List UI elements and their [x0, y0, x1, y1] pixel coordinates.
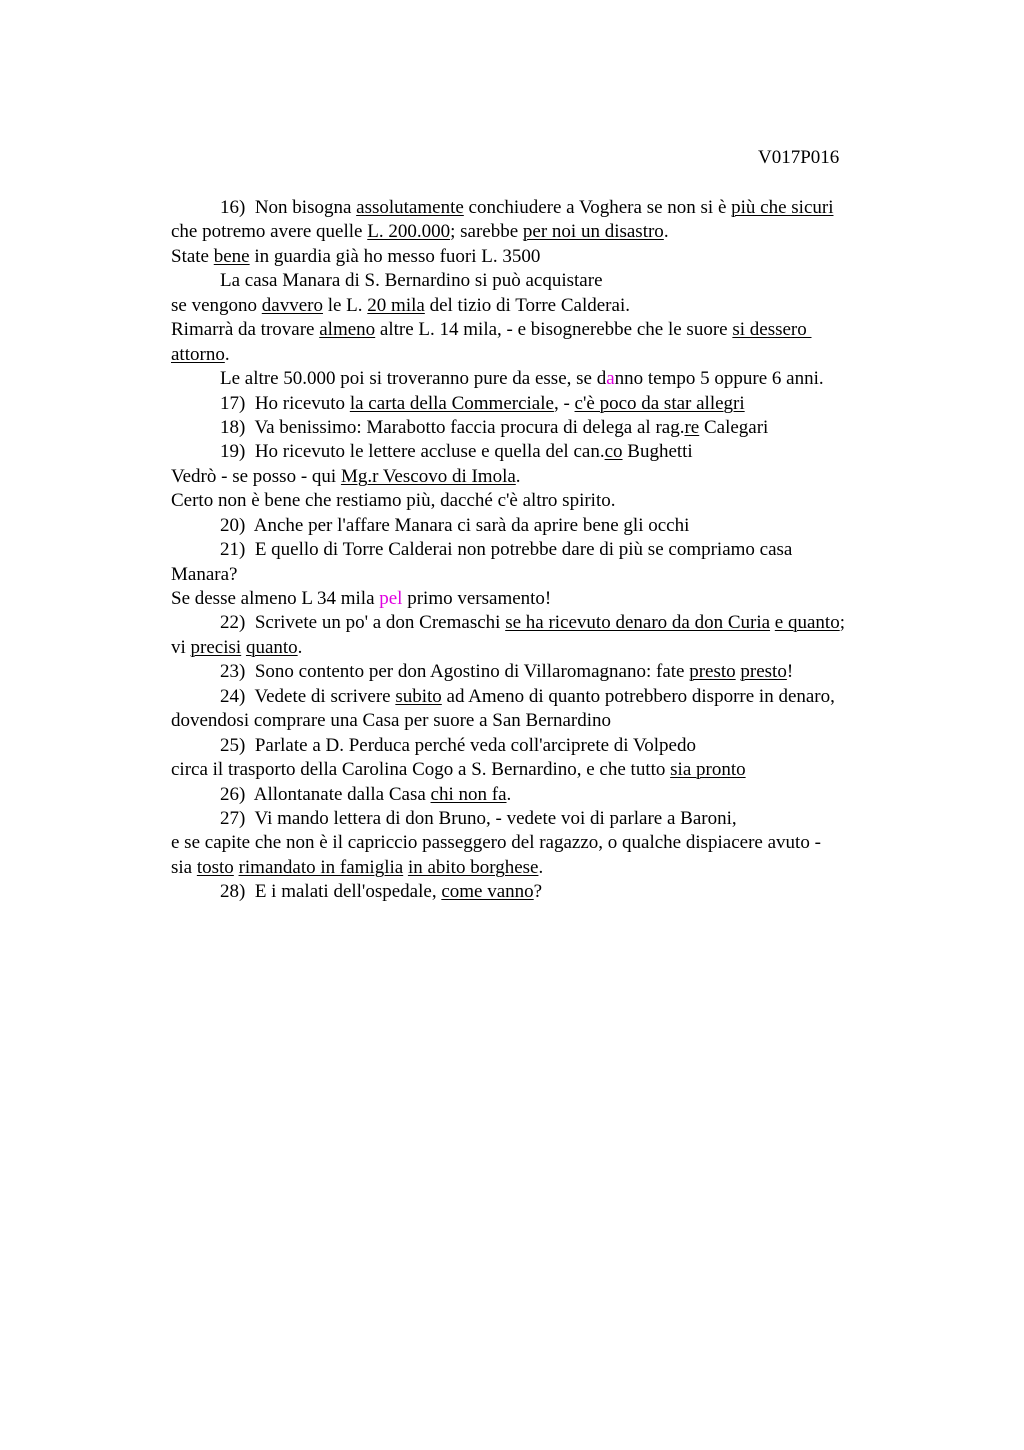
text-segment: che potremo avere quelle — [171, 221, 368, 243]
underlined-text: subito — [395, 685, 442, 707]
text-segment: 26) Allontanate dalla Casa — [220, 783, 431, 805]
text-line — [171, 440, 911, 464]
text-segment: ad Ameno di quanto potrebbero disporre in denaro, — [441, 685, 835, 707]
text-segment: 16) Non bisogna — [220, 197, 357, 218]
underlined-text: co — [604, 441, 623, 463]
underlined-text: in abito borghese — [407, 856, 539, 878]
text-line — [171, 489, 911, 513]
text-segment: . — [506, 783, 512, 805]
text-segment: 28) E i malati dell'ospedale, — [220, 881, 442, 903]
text-segment: La casa Manara di S. Bernardino si può acquistare — [220, 270, 603, 292]
underlined-text: la carta della Commerciale — [349, 392, 554, 414]
text-segment: primo versamento! — [402, 588, 552, 609]
underlined-text: e quanto — [774, 612, 840, 634]
text-segment: le L. — [322, 294, 368, 316]
text-segment: ? — [533, 881, 543, 903]
text-segment: ; sarebbe — [450, 221, 523, 243]
text-line — [171, 269, 911, 293]
text-segment: vi — [171, 636, 191, 658]
text-line — [171, 587, 911, 611]
text-segment: Le altre 50.000 poi si troveranno pure da esse, se d — [220, 368, 607, 390]
text-line — [171, 856, 911, 880]
highlighted-text: pel — [379, 588, 403, 609]
text-segment: Calegari — [699, 416, 769, 438]
text-line — [171, 220, 911, 244]
text-segment: 19) Ho ricevuto le lettere accluse e quella del can. — [220, 441, 605, 463]
text-segment: 17) Ho ricevuto — [220, 392, 350, 414]
text-line — [171, 245, 911, 269]
text-line — [171, 807, 911, 831]
text-line — [171, 514, 911, 538]
text-segment: se vengono — [171, 294, 262, 316]
underlined-text: presto — [740, 661, 787, 683]
underlined-text: chi non fa — [430, 783, 507, 805]
underlined-text: se ha ricevuto denaro da don Curia — [505, 612, 771, 634]
underlined-text: attorno — [171, 343, 225, 365]
text-segment: . — [224, 343, 230, 365]
text-line — [171, 636, 911, 660]
text-segment: Vedrò - se posso - qui — [171, 465, 341, 487]
underlined-text: almeno — [319, 319, 376, 341]
underlined-text: re — [684, 416, 700, 438]
text-line — [171, 392, 911, 416]
text-segment: ; — [839, 612, 845, 634]
text-line — [171, 685, 911, 709]
text-line — [171, 709, 911, 733]
underlined-text: bene — [213, 245, 250, 267]
underlined-text: sia pronto — [670, 759, 746, 781]
text-segment: circa il trasporto della Carolina Cogo a S. Bernardino, e che tutto — [171, 759, 671, 781]
text-segment: . — [663, 221, 669, 243]
text-line — [171, 734, 911, 758]
page-identifier: V017P016 — [758, 147, 840, 168]
underlined-text: 20 mila — [367, 294, 425, 316]
text-segment: del tizio di Torre Calderai. — [424, 294, 630, 316]
text-segment: 18) Va benissimo: Marabotto faccia procura di delega al rag. — [220, 416, 685, 438]
text-line — [171, 831, 911, 855]
text-line — [171, 465, 911, 489]
text-line — [171, 294, 911, 318]
text-line — [171, 563, 911, 587]
text-line — [171, 880, 911, 904]
text-segment: sia — [171, 856, 197, 878]
text-line — [171, 660, 911, 684]
text-segment: nno tempo 5 oppure 6 anni. — [614, 368, 824, 390]
underlined-text: davvero — [261, 294, 323, 316]
text-segment: Manara? — [171, 563, 238, 585]
underlined-text: più che sicuri — [731, 197, 834, 218]
underlined-text: Mg.r Vescovo di Imola — [340, 465, 516, 487]
text-segment: 22) Scrivete un po' a don Cremaschi — [220, 612, 506, 634]
underlined-text: presto — [689, 661, 736, 683]
text-segment: 21) E quello di Torre Calderai non potrebbe dare di più se compriamo casa — [220, 539, 793, 561]
underlined-text: per noi un disastro — [522, 221, 664, 243]
underlined-text: si dessero — [732, 319, 812, 341]
text-line — [171, 343, 911, 367]
text-line — [171, 758, 911, 782]
underlined-text: precisi — [190, 636, 242, 658]
text-line — [171, 611, 911, 635]
text-line — [171, 367, 911, 391]
text-segment: 23) Sono contento per don Agostino di Villaromagnano: fate — [220, 661, 690, 683]
underlined-text: quanto — [245, 636, 298, 658]
text-line — [171, 783, 911, 807]
text-segment: 24) Vedete di scrivere — [220, 685, 396, 707]
underlined-text: L. 200.000 — [367, 221, 451, 243]
text-line — [171, 196, 911, 220]
text-segment: . — [297, 636, 303, 658]
text-segment: ! — [786, 661, 794, 683]
text-segment: in guardia già ho messo fuori L. 3500 — [249, 245, 541, 267]
underlined-text: tosto — [196, 856, 234, 878]
underlined-text: assolutamente — [356, 197, 464, 218]
text-segment: 25) Parlate a D. Perduca perché veda coll'arciprete di Volpedo — [220, 734, 696, 756]
text-segment: Rimarrà da trovare — [171, 319, 320, 341]
text-segment: Bughetti — [622, 441, 693, 463]
text-segment: , - — [553, 392, 575, 414]
text-segment: State — [171, 245, 214, 267]
text-segment: 27) Vi mando lettera di don Bruno, - vedete voi di parlare a Baroni, — [220, 807, 737, 829]
highlighted-text: a — [606, 368, 615, 390]
text-segment: dovendosi comprare una Casa per suore a San Bernardino — [171, 710, 612, 732]
text-segment: . — [515, 465, 521, 487]
underlined-text: c'è poco da star allegri — [574, 392, 745, 414]
text-segment: . — [538, 856, 544, 878]
text-segment: 20) Anche per l'affare Manara ci sarà da aprire bene gli occhi — [220, 514, 690, 536]
letter-body — [171, 196, 911, 905]
text-segment: altre L. 14 mila, - e bisognerebbe che le suore — [375, 319, 733, 341]
text-line — [171, 538, 911, 562]
text-segment: Se desse almeno L 34 mila — [171, 588, 380, 609]
underlined-text: come vanno — [441, 881, 534, 903]
underlined-text: rimandato in famiglia — [238, 856, 404, 878]
text-line — [171, 318, 911, 342]
text-segment: e se capite che non è il capriccio passeggero del ragazzo, o qualche dispiacere avuto - — [171, 832, 821, 854]
text-segment: Certo non è bene che restiamo più, dacché c'è altro spirito. — [171, 490, 616, 512]
text-segment: conchiudere a Voghera se non si è — [463, 197, 732, 218]
text-line — [171, 416, 911, 440]
